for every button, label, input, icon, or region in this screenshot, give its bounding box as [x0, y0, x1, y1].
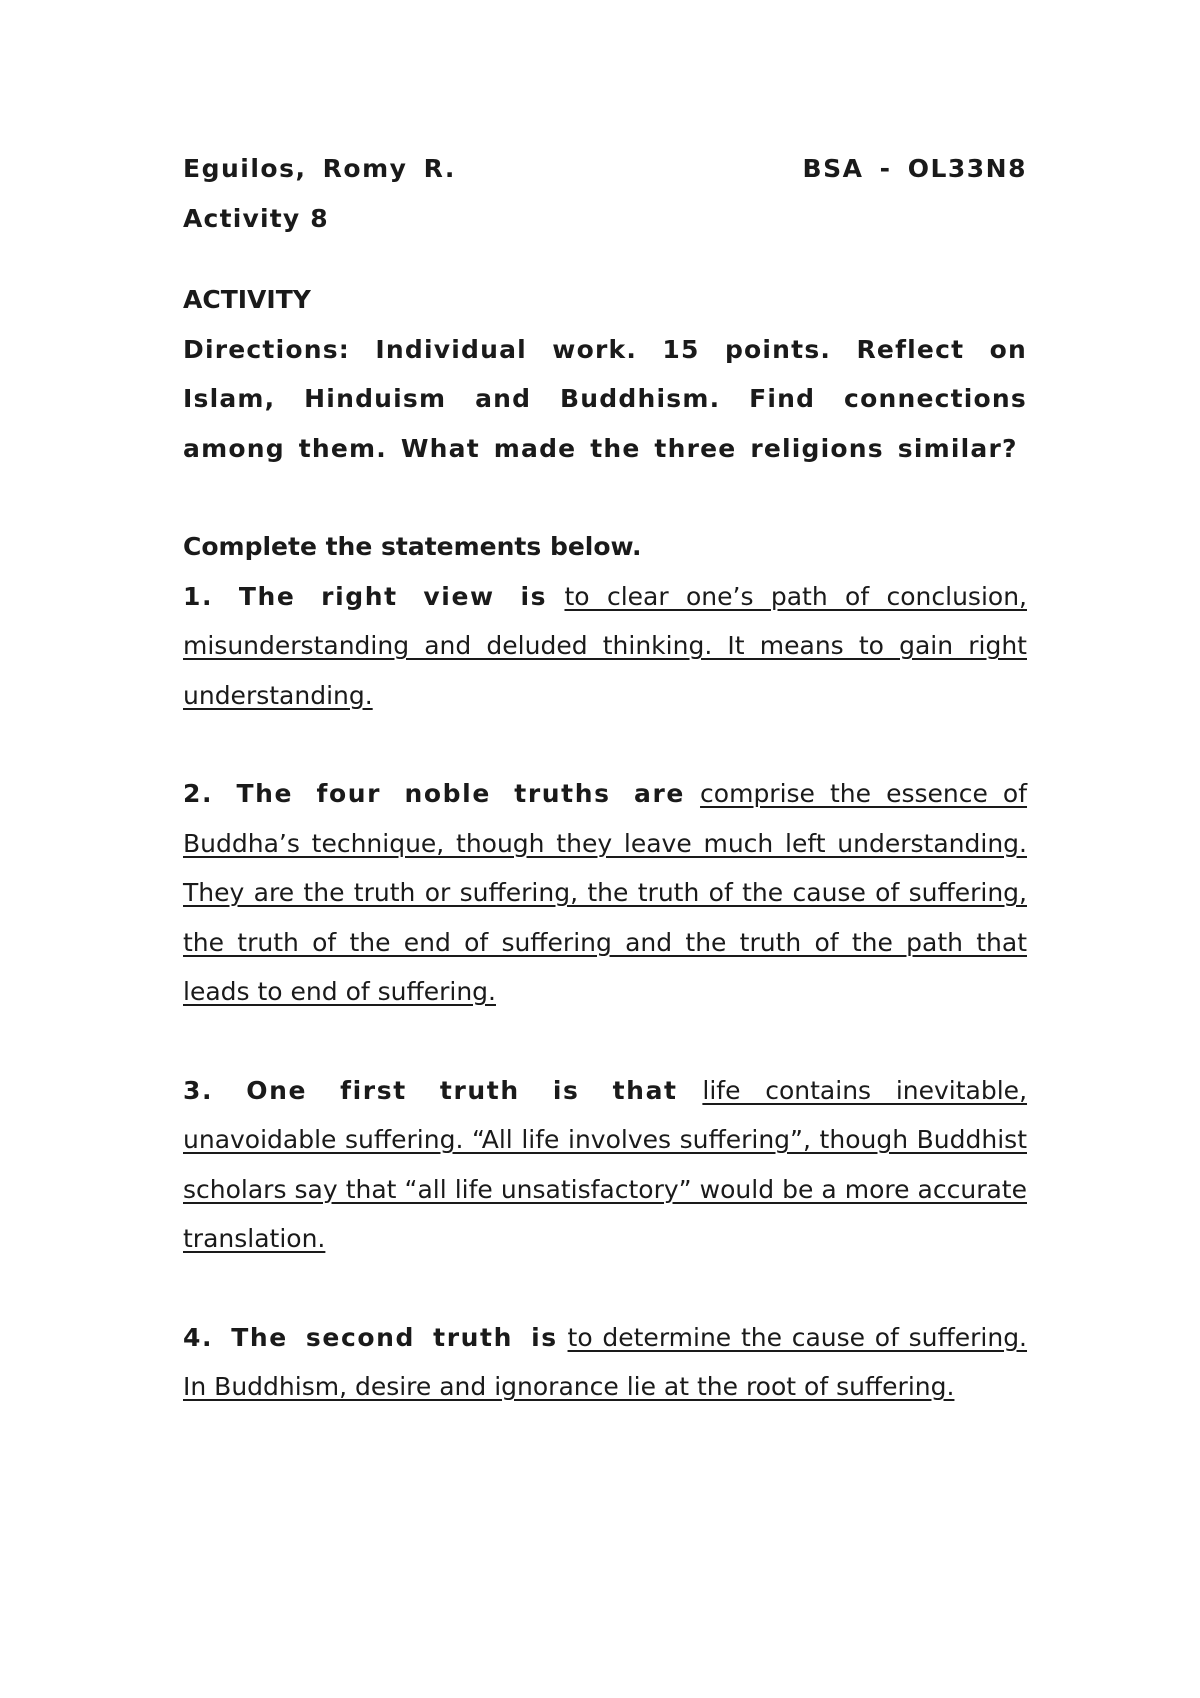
statement-item-2 [183, 769, 1027, 1017]
statement-item-3 [183, 1066, 1027, 1264]
statement-answer: life contains inevitable, unavoidable suffering. “All life involves suffering”, though Buddhist scholars say that “all life unsatisfactory” would be a more accurate translation. [183, 1075, 1028, 1253]
instruction-text: Complete the statements below. [183, 532, 642, 561]
statement-lead: 2. The four noble truths are [183, 779, 685, 808]
statement-lead: 3. One first truth is that [183, 1075, 678, 1105]
statement-answer: comprise the essence of Buddha’s technique, though they leave much left understanding. They are the truth or suffering, the truth of the cause of suffering, the truth of the end of suffering and the truth of the path that leads to end of suffering. [183, 779, 1028, 1006]
document-page [183, 144, 1027, 1412]
activity-number: Activity 8 [183, 203, 329, 233]
section-title: ACTIVITY [183, 285, 311, 314]
student-name: Eguilos, Romy R. [183, 154, 456, 183]
statement-item-4 [183, 1313, 1027, 1412]
directions-text: Directions: Individual work. 15 points. Reflect on Islam, Hinduism and Buddhism. Find connections among them. What made the three religions similar? [183, 334, 1027, 463]
statement-lead: 4. The second truth is [183, 1322, 558, 1352]
statement-answer: to clear one’s path of conclusion, misunderstanding and deluded thinking. It means to gain right understanding. [183, 581, 1027, 710]
document-header [183, 144, 1027, 194]
statement-item-1 [183, 572, 1027, 721]
statement-lead: 1. The right view is [183, 581, 548, 611]
course-code: BSA - OL33N8 [802, 154, 1027, 183]
statement-answer: to determine the cause of suffering. In Buddhism, desire and ignorance lie at the root of suffering. [183, 1322, 1028, 1401]
